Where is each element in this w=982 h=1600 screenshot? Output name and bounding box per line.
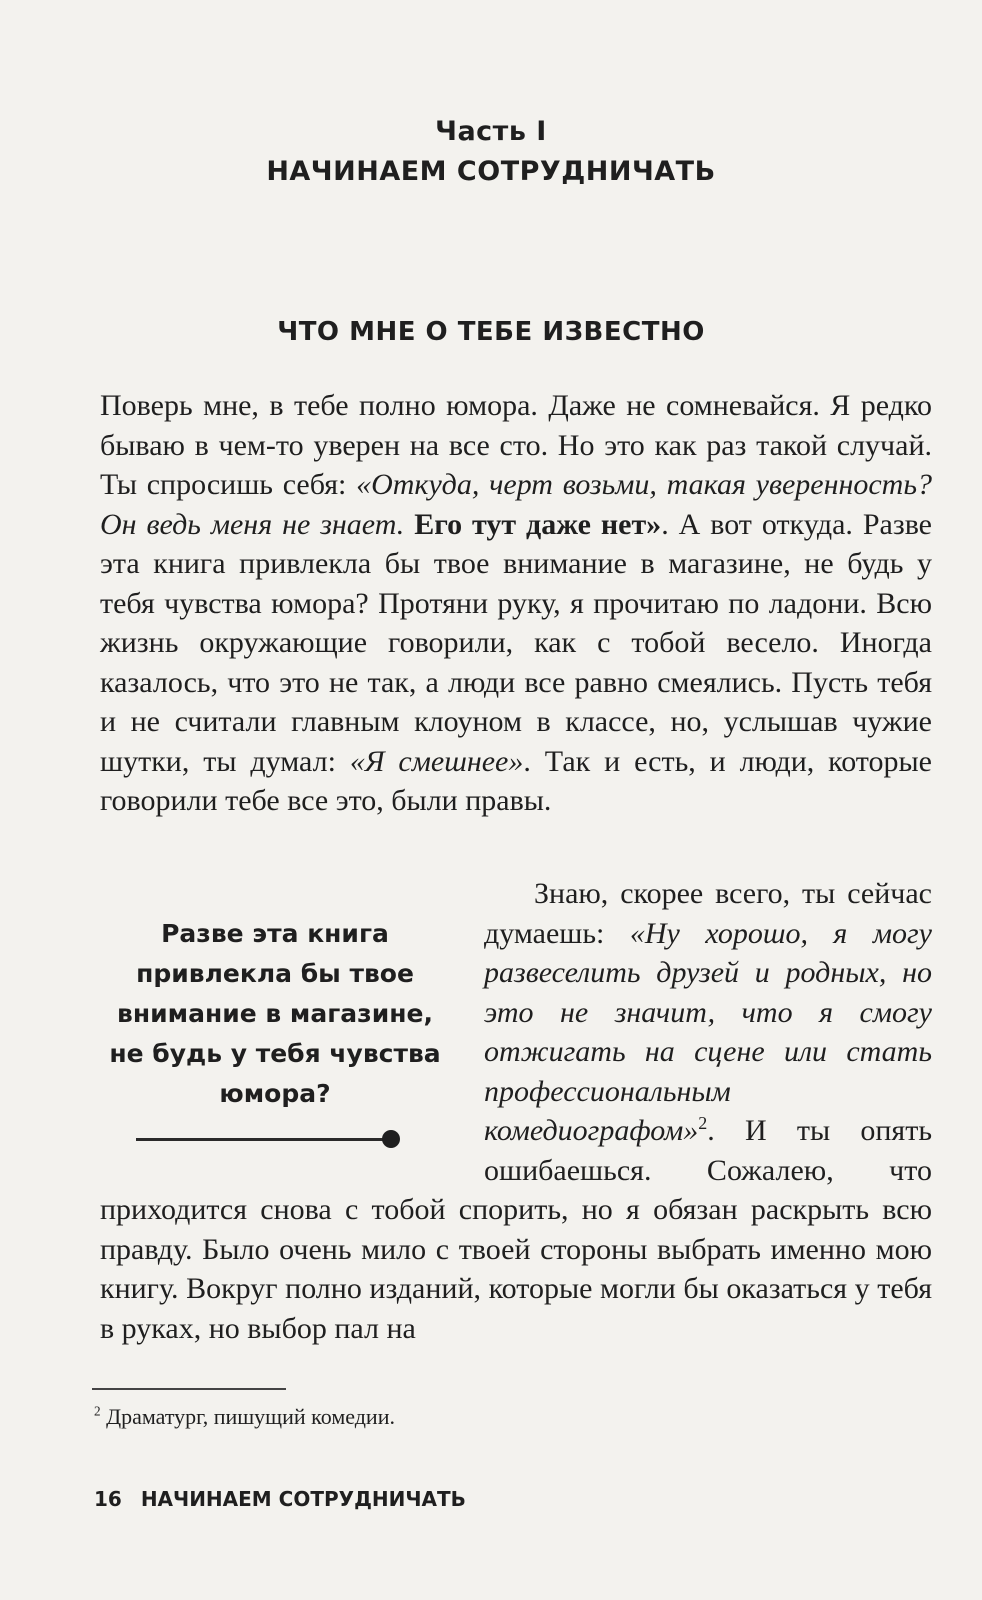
paragraph-1-italic-1: «Откуда, черт возьми, такая уверенность? Он ведь меня не знает. xyxy=(100,468,932,541)
part-name: НАЧИНАЕМ СОТРУДНИЧАТЬ xyxy=(266,156,716,187)
paragraph-1-italic-2: «Я смешнее» xyxy=(349,744,524,778)
footnote-divider xyxy=(92,1388,286,1390)
paragraph-1 xyxy=(100,386,932,821)
pullquote-rule xyxy=(136,1138,394,1141)
page-number: 16 xyxy=(94,1487,122,1511)
paragraph-2-text-1: Знаю, скорее всего, ты сейчас думаешь: xyxy=(484,877,932,950)
pullquote-dot-icon xyxy=(382,1130,400,1148)
footnote-reference: 2 xyxy=(698,1113,708,1133)
footnote xyxy=(94,1402,395,1432)
paragraph-2-italic-1: «Ну хорошо, я могу развеселить друзей и родных, но это не значит, что я смогу отжигать на сцене или стать профессиональным комедиографом» xyxy=(484,916,932,1147)
part-label: Часть I xyxy=(435,116,547,147)
chapter-title: ЧТО МНЕ О ТЕБЕ ИЗВЕСТНО xyxy=(277,317,705,347)
paragraph-1-text-2: . А вот откуда. Разве эта книга привлекла бы твое внимание в магазине, не будь у тебя чувства юмора? Протяни руку, я прочитаю по ладони. Всю жизнь окружающие говорили, как с тобой весело. Иногда казалось, что это не так, а люди все равно смеялись. Пусть тебя и не считали главным клоуном в классе, но, услышав чужие шутки, ты думал: xyxy=(100,507,932,778)
pullquote: Разве эта книга привлекла бы твое внимание в магазине, не будь у тебя чувства юмора? xyxy=(109,919,441,1108)
footnote-marker: 2 xyxy=(94,1403,101,1419)
running-title: НАЧИНАЕМ СОТРУДНИЧАТЬ xyxy=(140,1487,466,1511)
paragraph-2-text-2: . И ты опять ошибаешься. Сожалею, что приходится снова с тобой спорить, но я обязан раскрыть всю правду. Было очень мило с твоей стороны выбрать именно мою книгу. Вокруг полно изданий, которые могли бы оказаться у тебя в руках, но выбор пал на xyxy=(100,1114,932,1345)
paragraph-1-bold-1: Его тут даже нет» xyxy=(414,507,662,541)
page-footer xyxy=(94,1484,466,1514)
footnote-text: Драматург, пишущий комедии. xyxy=(100,1404,395,1429)
pullquote-block xyxy=(100,914,450,1154)
paragraph-1-text-1: Поверь мне, в тебе полно юмора. Даже не сомневайся. Я редко бываю в чем-то уверен на все сто. Но это как раз такой случай. Ты спросишь себя: xyxy=(100,389,932,501)
paragraph-2-wrap xyxy=(100,874,932,1348)
paragraph-1-text-3: . Так и есть, и люди, которые говорили тебе все это, были правы. xyxy=(100,744,932,817)
